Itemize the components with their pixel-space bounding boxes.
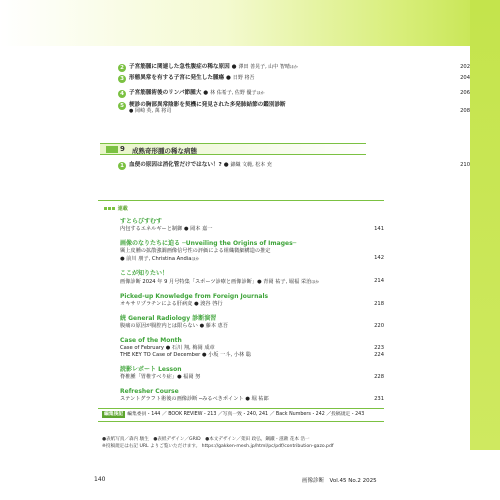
article-number-badge: 2 bbox=[118, 64, 126, 72]
article-number-badge: 5 bbox=[118, 102, 126, 110]
article-authors: 錦織 文範, 松本 充 bbox=[230, 162, 272, 168]
footer-nav-text: 編集委員・144 ／ BOOK REVIEW・213 ／写真一致・240, 241 ／ Back Numbers・242 ／投稿規定・243 bbox=[127, 412, 365, 417]
series-item[interactable] bbox=[120, 366, 384, 381]
series-entry: THE KEY TO Case of December ● 小坂 一斗, 小林 聡 bbox=[120, 351, 252, 358]
right-color-band bbox=[470, 0, 500, 450]
series-entry: オキサリプラチンによる肝病変 ● 渡谷 啓行 bbox=[120, 300, 223, 307]
article-etal: ほか bbox=[289, 64, 298, 69]
footer-nav bbox=[102, 411, 384, 418]
series-item[interactable] bbox=[120, 240, 384, 263]
series-title: Picked-up Knowledge from Foreign Journals bbox=[120, 293, 269, 300]
series-etal: ほか bbox=[191, 255, 200, 261]
square-icon bbox=[108, 207, 111, 210]
article-authors: 日野 将吾 bbox=[232, 75, 255, 81]
series-item[interactable] bbox=[120, 388, 384, 403]
article-title: 梗診の胸部異常陰影を契機に発見された多発肺結節の鑑別診断 bbox=[129, 102, 286, 108]
article-title: 子宮筋腫に関連した急性腹症の稀な原因 bbox=[129, 64, 230, 70]
series-title: Refresher Course bbox=[120, 388, 179, 395]
series-item[interactable] bbox=[120, 293, 384, 308]
series-entry: 画像診断 2024 年 9 月号特集「スポーツ診療と画像診断」● 青岡 祐子, 堀福 栄治 bbox=[120, 278, 312, 285]
square-icon bbox=[112, 207, 115, 210]
article-authors: 岡崎 英, 萬 将司 bbox=[134, 108, 172, 115]
credit-body-design: ●本文デザイン／架田 政弘，鋼鐵・滋敵 花本 浩一 bbox=[205, 437, 310, 442]
article-item[interactable]: 4 子宮筋腫術後のリンパ節腫大 ● 林 佑希子, 佐野 優子ほか 206 bbox=[120, 90, 356, 102]
section-bar-icon bbox=[106, 146, 118, 153]
article-list-top bbox=[120, 64, 470, 120]
series-label: 連載 bbox=[117, 206, 128, 212]
divider bbox=[98, 408, 384, 409]
article-authors: 林 佑希子, 佐野 優子 bbox=[210, 90, 257, 96]
article-etal: ほか bbox=[256, 90, 265, 95]
article-number-badge: 3 bbox=[118, 75, 126, 83]
series-page: 228 bbox=[374, 373, 384, 380]
series-entry: 内包するエネルギーと制御 ● 岡本 嘉一 bbox=[120, 225, 213, 232]
article-title: 子宮筋腫術後のリンパ節腫大 bbox=[129, 90, 202, 96]
series-heading bbox=[104, 205, 128, 212]
series-item[interactable] bbox=[120, 315, 384, 330]
footer-nav-label: 編集後記 bbox=[104, 412, 124, 417]
credit-cover-photo: ●表紙写真／森内 駿生 bbox=[102, 437, 149, 442]
section-number: 9 bbox=[120, 145, 125, 153]
article-number-badge: 4 bbox=[118, 90, 126, 98]
article-page: 210 bbox=[460, 162, 470, 168]
article-title: 形態異常を有する子宮に発生した腫瘍 bbox=[129, 75, 225, 81]
section-9-header bbox=[100, 143, 366, 155]
series-entry: ● 前川 朋子, Christina Andia bbox=[120, 255, 192, 262]
credit-note: ※投稿規定は右記 URL よりご覧いただけます。 https://gakken-mesh.jp/html/pc/pdf/contribution-gazo.pdf bbox=[102, 444, 334, 449]
series-page: 224 bbox=[374, 351, 384, 358]
article-authors: 澤田 善晃子, 山中 智晴 bbox=[238, 64, 290, 70]
series-entry: 颞上皮腫の拡散強調画像信号性の評価による組織微細構造の推定 bbox=[120, 247, 271, 254]
article-title: 血便の原因は消化管だけではない！? bbox=[129, 162, 222, 168]
article-page: 204 bbox=[460, 75, 470, 81]
series-title: Case of the Month bbox=[120, 337, 182, 344]
article-item[interactable]: 5 梗診の胸部異常陰影を契機に発見された多発肺結節の鑑別診断 ● 岡崎 英, 萬 将司 208 bbox=[120, 102, 356, 120]
article-page: 202 bbox=[460, 64, 470, 70]
series-page: 214 bbox=[374, 277, 384, 284]
series-entry: 脊椎腫「胃椎すべり症」● 福岡 努 bbox=[120, 373, 201, 380]
series-etal: ほか bbox=[311, 278, 320, 284]
divider bbox=[98, 200, 384, 201]
series-page: 141 bbox=[374, 225, 384, 232]
series-entry: Case of February ● 石川 翔, 梅岡 成章 bbox=[120, 344, 215, 351]
series-entry: ステントグラフト術後の画像診断 ─みるべきポイント ● 堀 祐郎 bbox=[120, 395, 269, 402]
article-item[interactable]: 1 血便の原因は消化管だけではない！? ● 錦織 文範, 松本 充 210 bbox=[120, 162, 356, 172]
article-item[interactable]: 2 子宮筋腫に関連した急性腹症の稀な原因 ● 澤田 善晃子, 山中 智晴ほか 202 bbox=[120, 64, 356, 75]
article-list-sec9 bbox=[120, 162, 470, 172]
series-entry: 腹痛の原因が腸腔内とは限らない ● 藤本 恵吾 bbox=[120, 322, 229, 329]
series-item[interactable] bbox=[120, 337, 384, 359]
series-page: 142 bbox=[374, 254, 384, 261]
article-page: 206 bbox=[460, 90, 470, 96]
journal-reference: 画像診断 Vol.45 No.2 2025 bbox=[302, 478, 377, 484]
series-page: 231 bbox=[374, 395, 384, 402]
square-icon bbox=[104, 207, 107, 210]
credits bbox=[102, 436, 392, 450]
series-title: すとらびすむす bbox=[120, 218, 163, 225]
series-page: 220 bbox=[374, 322, 384, 329]
divider bbox=[98, 421, 384, 422]
series-item[interactable] bbox=[120, 218, 384, 233]
article-item[interactable]: 3 形態異常を有する子宮に発生した腫瘍 ● 日野 将吾 204 bbox=[120, 75, 356, 90]
credit-cover-design: ●表紙デザイン／GRID bbox=[153, 437, 201, 442]
series-page: 218 bbox=[374, 300, 384, 307]
series-item[interactable] bbox=[120, 270, 384, 286]
series-title: 読影レポート Lesson bbox=[120, 366, 182, 373]
header-gradient-band bbox=[0, 0, 500, 46]
article-page: 208 bbox=[460, 108, 470, 114]
section-title: 成熟奇形腫の稀な病態 bbox=[132, 146, 197, 155]
article-number-badge: 1 bbox=[118, 162, 126, 170]
page-number: 140 bbox=[94, 476, 106, 483]
series-title: 続 General Radiology 診断演習 bbox=[120, 315, 217, 322]
series-title: ここが知りたい！ bbox=[120, 270, 169, 277]
series-title: 画像のなりたちに迫る ─Unveiling the Origins of Images─ bbox=[120, 240, 297, 247]
series-page: 223 bbox=[374, 344, 384, 351]
